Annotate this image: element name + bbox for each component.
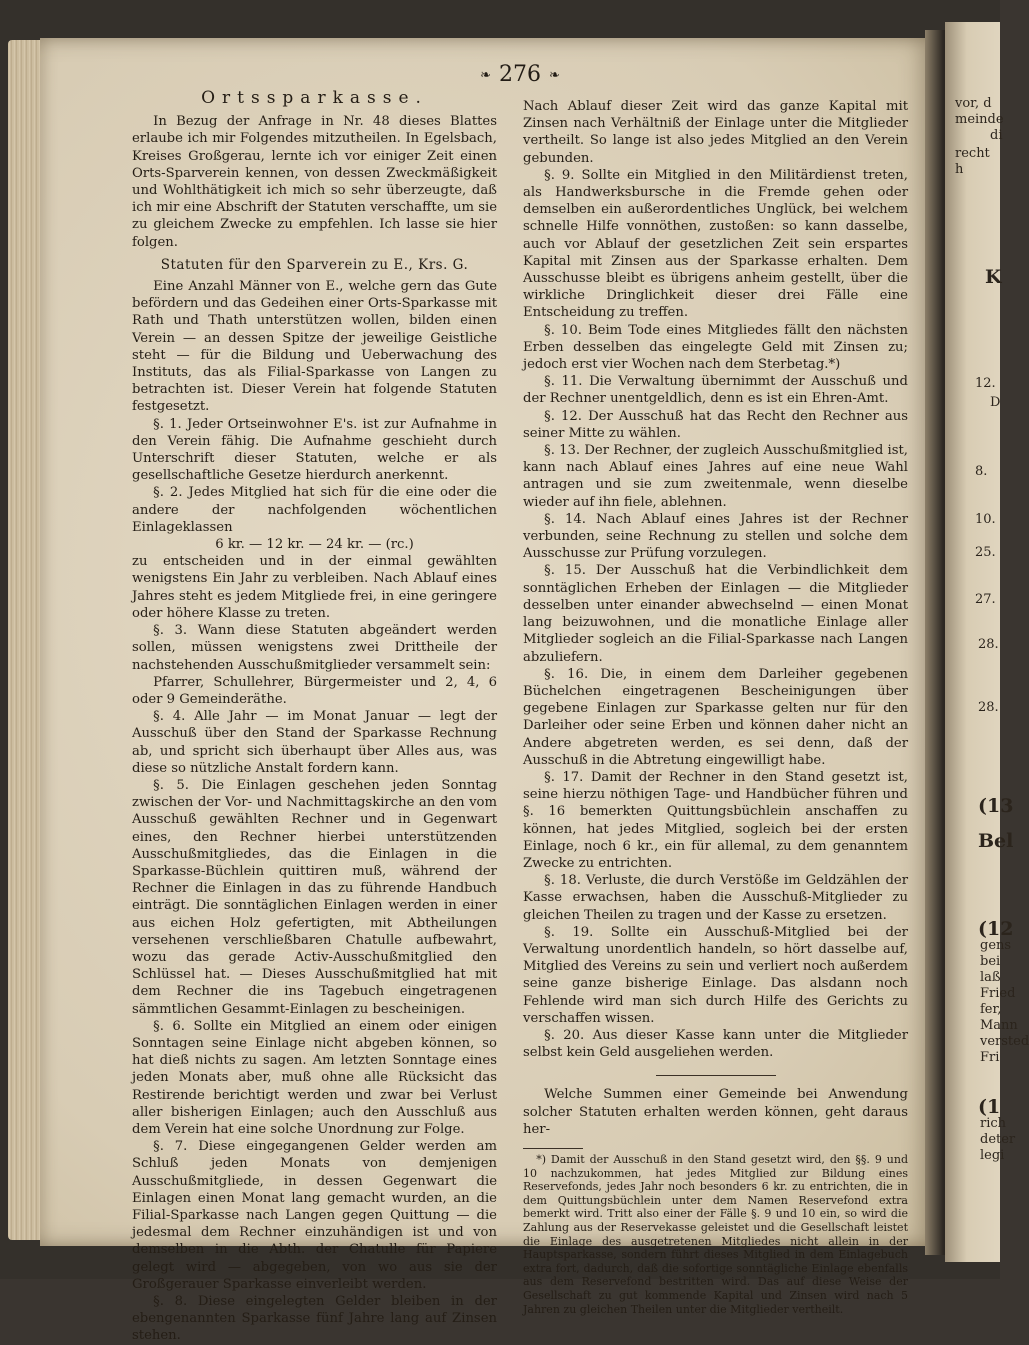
statute-15: §. 15. Der Ausschuß hat die Verbindlichkeit dem sonntäglichen Erheben der Einlagen — die Mitglieder desselben unter einander abwechselnd — einen Monat lang beizuwohnen, und die monatliche Einlage aller Mitglieder sogleich an die Filial-Sparkasse nach Langen abzuliefern. xyxy=(523,563,908,665)
next-page-fragment: bei xyxy=(980,954,1001,969)
statute-20: §. 20. Aus dieser Kasse kann unter die Mitglieder selbst kein Geld ausgeliehen werden. xyxy=(523,1027,908,1061)
article-title: Ortssparkasse. xyxy=(201,88,428,108)
next-page-fragment: Fri xyxy=(980,1050,1000,1065)
left-column xyxy=(132,88,497,1345)
statute-10: §. 10. Beim Tode eines Mitgliedes fällt den nächsten Erben desselben das eingelegte Geld mit Zinsen zu; jedoch erst vier Wochen nach dem Sterbetag.*) xyxy=(523,322,908,373)
statute-5: §. 5. Die Einlagen geschehen jeden Sonntag zwischen der Vor- und Nachmittagskirche an den vom Ausschuß gewählten Rechner und in Gegenwart eines, den Rechner hierbei unterstützenden Ausschußmitgliedes, das die Einlagen in die Sparkasse-Büchlein quittiren muß, während der Rechner die Einlagen in das zu führende Handbuch einträgt. Die sonntäglichen Einlagen werden in einer aus eichen Holz gefertigten, mit Abtheilungen versehenen verschließbaren Chatulle aufbewahrt, wozu das gerade Activ-Ausschußmitglied den Schlüssel hat. — Dieses Ausschußmitglied hat mit dem Rechner die ins Tagebuch eingetragenen sämmtlichen Gesammt-Einlagen zu bescheinigen. xyxy=(132,777,497,1017)
next-page-fragment: 8. xyxy=(975,464,988,479)
statute-17: §. 17. Damit der Rechner in den Stand gesetzt ist, seine hierzu nöthigen Tage- und Handbücher führen und §. 16 bemerkten Quittungsbüchlein anschaffen zu können, hat jedes Mitglied, sogleich bei der ersten Einlage, noch 6 kr., ein für allemal, zu dem genanntem Zwecke zu entrichten. xyxy=(523,769,908,871)
right-column xyxy=(523,98,908,1316)
closing-paragraph: Welche Summen einer Gemeinde bei Anwendung solcher Statuten erhalten werden können, geht daraus her- xyxy=(523,1087,908,1137)
statute-4: §. 4. Alle Jahr — im Monat Januar — legt der Ausschuß über den Stand der Sparkasse Rechnung ab, und spricht sich überhaupt über Alles aus, was diese so nützliche Anstalt fordern kann. xyxy=(132,709,497,776)
statute-19: §. 19. Sollte ein Ausschuß-Mitglied bei der Verwaltung unordentlich handeln, so hört dasselbe auf, Mitglied des Vereins zu sein und verliert noch außerdem seine ganze bisherige Einlage. Das alsdann noch Fehlende wird man sich durch Hilfe des Gerichts zu verschaffen wissen. xyxy=(523,924,908,1026)
ornament-left-icon: ❧ xyxy=(480,67,491,83)
next-page-fragment: D xyxy=(990,395,1001,410)
next-page-fragment: rich xyxy=(980,1116,1007,1131)
next-page-fragment: versted xyxy=(980,1034,1029,1049)
next-page-fragment: meinde xyxy=(955,112,1004,127)
next-page-fragment: fer, xyxy=(980,1002,1002,1017)
statute-7: §. 7. Diese eingegangenen Gelder werden am Schluß jeden Monats von demjenigen Ausschußmitgliede, in dessen Gegenwart die Einlagen einen Monat lang gemacht wurden, an die Filial-Sparkasse nach Langen gegen Quittung — die jedesmal dem Rechner einzuhändigen ist und von demselben in die Abth. der Chatulle für Papiere gelegt wird — abgegeben, von wo aus sie der Großgerauer Sparkasse einverleibt werden. xyxy=(132,1139,497,1292)
next-page-fragment: 28. xyxy=(978,700,999,715)
statute-12: §. 12. Der Ausschuß hat das Recht den Rechner aus seiner Mitte zu wählen. xyxy=(523,408,908,441)
next-page-fragment: Mann xyxy=(980,1018,1018,1033)
statute-13: §. 13. Der Rechner, der zugleich Ausschußmitglied ist, kann nach Ablauf eines Jahres auf eine neue Wahl antragen und sie zum zweitenmale, wenn dieselbe wieder auf ihn fiele, ablehnen. xyxy=(523,443,908,510)
next-page-fragment: gens xyxy=(980,938,1012,953)
next-page-fragment: 25. xyxy=(975,545,996,560)
statutes-title: Statuten für den Sparverein zu E., Krs. G. xyxy=(160,256,469,273)
statute-8-continued: Nach Ablauf dieser Zeit wird das ganze Kapital mit Zinsen nach Verhältniß der Einlage unter die Mitglieder vertheilt. So lange ist also jedes Mitglied an den Verein gebunden. xyxy=(523,99,908,166)
statute-8: §. 8. Diese eingelegten Gelder bleiben in der ebengenannten Sparkasse fünf Jahre lang auf Zinsen stehen. xyxy=(132,1294,497,1344)
next-page-fragment: Bel xyxy=(978,830,1014,852)
statute-16: §. 16. Die, in einem dem Darleiher gegebenen Büchelchen eingetragenen Bescheinigungen über gegebene Einlagen zur Sparkasse gelten nur für den Darleiher oder seine Erben und können daher nicht an Andere abgetreten werden, es sei denn, daß der Ausschuß in die Abtretung eingewilligt habe. xyxy=(523,666,908,768)
next-page-fragment: 10. xyxy=(975,512,996,527)
ornament-right-icon: ❧ xyxy=(549,67,560,83)
next-page-fragment: (12 xyxy=(978,918,1014,940)
next-page-fragment: vor, d xyxy=(955,96,992,111)
footnote-divider xyxy=(523,1148,583,1149)
next-page-fragment: 12. xyxy=(975,376,996,391)
next-page-fragment: Fried xyxy=(980,986,1016,1001)
footnote-text: *) Damit der Ausschuß in den Stand gesetzt wird, den §§. 9 und 10 nachzukommen, hat jedes Mitglied zur Bildung eines Reservefonds, jedes Jahr noch besonders 6 kr. zu entrichten, die in dem Quittungsbüchlein unter dem Namen Reservefond extra bemerkt wird. Tritt also einer der Fälle §. 9 und 10 ein, so wird die Zahlung aus der Reservekasse geleistet und die Gesellschaft leistet die Einlage des ausgetretenen Mitgliedes nicht allein in der Hauptsparkasse, sondern führt dieses Mitglied in dem Einlagebuch extra fort, dadurch, daß die sofortige sonntägliche Einlage ebenfalls aus dem Reservefond bestritten wird. Das auf diese Weise der Gesellschaft zu gut kommende Kapital und Zinsen wird nach 5 Jahren zu gleichen Theilen unter die Mitglieder vertheilt. xyxy=(523,1152,908,1316)
statute-6: §. 6. Sollte ein Mitglied an einem oder einigen Sonntagen seine Einlage nicht abgeben können, so hat dieß nichts zu sagen. Am letzten Sonntage eines jeden Monats aber, muß ohne alle Rücksicht das Restirende berichtigt werden und zwar bei Verlust aller bisherigen Einlagen; auch den Ausschluß aus dem Verein hat eine solche Unordnung zur Folge. xyxy=(132,1018,497,1137)
statute-18: §. 18. Verluste, die durch Verstöße im Geldzählen der Kasse erwachsen, haben die Ausschuß-Mitglieder zu gleichen Theilen zu tragen und der Kasse zu ersetzen. xyxy=(523,873,908,923)
next-page-fragment: h xyxy=(955,162,964,177)
preamble-paragraph: Eine Anzahl Männer von E., welche gern das Gute befördern und das Gedeihen einer Orts-Sparkasse mit Rath und Thath unterstützen wollen, bilden einen Verein — an dessen Spitze der jeweilige Geistliche steht — für die Bildung und Ueberwachung des Instituts, das als Filial-Sparkasse von Langen zu betrachten ist. Dieser Verein hat folgende Statuten festgesetzt. xyxy=(132,279,497,415)
statute-2-continued: zu entscheiden und in der einmal gewählten wenigstens Ein Jahr zu verbleiben. Nach Ablauf eines Jahres steht es jedem Mitgliede frei, in eine geringere oder höhere Klasse zu treten. xyxy=(132,554,497,621)
next-page-fragment: di xyxy=(990,128,1003,143)
statute-2-classes: 6 kr. — 12 kr. — 24 kr. — (rc.) xyxy=(215,537,414,553)
next-page-fragment: recht xyxy=(955,146,990,161)
statute-3: §. 3. Wann diese Statuten abgeändert werden sollen, müssen wenigstens zwei Drittheile der nachstehenden Ausschußmitglieder versammelt sein: xyxy=(132,623,497,673)
next-page-fragment: legi xyxy=(980,1148,1005,1163)
statute-9: §. 9. Sollte ein Mitglied in den Militärdienst treten, als Handwerksbursche in die Fremde gehen oder demselben ein außerordentliches Unglück, bei welchem schnelle Hilfe vonnöthen, zustoßen: so kann dasselbe, auch vor Ablauf der gesetzlichen Zeit sein erspartes Kapital mit Zinsen aus der Sparkasse erhalten. Dem Ausschusse bleibt es übrigens anheim gestellt, über die wirkliche Dringlichkeit dieser drei Fälle eine Entscheidung zu treffen. xyxy=(523,167,908,321)
intro-paragraph: In Bezug der Anfrage in Nr. 48 dieses Blattes erlaube ich mir Folgendes mitzutheilen. In Egelsbach, Kreises Großgerau, lernte ich vor einiger Zeit einen Orts-Sparverein kennen, von dessen Zweckmäßigkeit und Wohlthätigkeit ich mich so sehr überzeugte, daß ich mir eine Abschrift der Statuten verschaffte, um sie zu gleichem Zwecke zu empfehlen. Ich lasse sie hier folgen. xyxy=(132,114,497,250)
statute-2: §. 2. Jedes Mitglied hat sich für die eine oder die andere der nachfolgenden wöchentlichen Einlageklassen xyxy=(132,485,497,535)
next-page-fragment: 27. xyxy=(975,592,996,607)
statute-14: §. 14. Nach Ablauf eines Jahres ist der Rechner verbunden, seine Rechnung zu stellen und solche dem Ausschusse zur Prüfung vorzulegen. xyxy=(523,511,908,562)
next-page-fragment: K xyxy=(985,266,1002,288)
section-divider xyxy=(656,1075,776,1076)
footnote xyxy=(523,1153,908,1316)
next-page-fragment: (13 xyxy=(978,795,1014,817)
next-page-fragment: (1 xyxy=(978,1096,1001,1118)
statute-3-members: Pfarrer, Schullehrer, Bürgermeister und 2, 4, 6 oder 9 Gemeinderäthe. xyxy=(132,674,497,707)
page-number: 276 xyxy=(499,62,541,87)
statute-11: §. 11. Die Verwaltung übernimmt der Ausschuß und der Rechner unentgeldlich, denn es ist ein Ehren-Amt. xyxy=(523,374,908,407)
statute-1: §. 1. Jeder Ortseinwohner E's. ist zur Aufnahme in den Verein fähig. Die Aufnahme geschieht durch Unterschrift dieser Statuten, welche er als gesellschaftliche Gesetze hierdurch anerkennt. xyxy=(132,416,497,484)
next-page-fragment: deter xyxy=(980,1132,1016,1147)
next-page-fragment: laß xyxy=(980,970,1001,985)
next-page-fragment: 28. xyxy=(978,637,999,652)
